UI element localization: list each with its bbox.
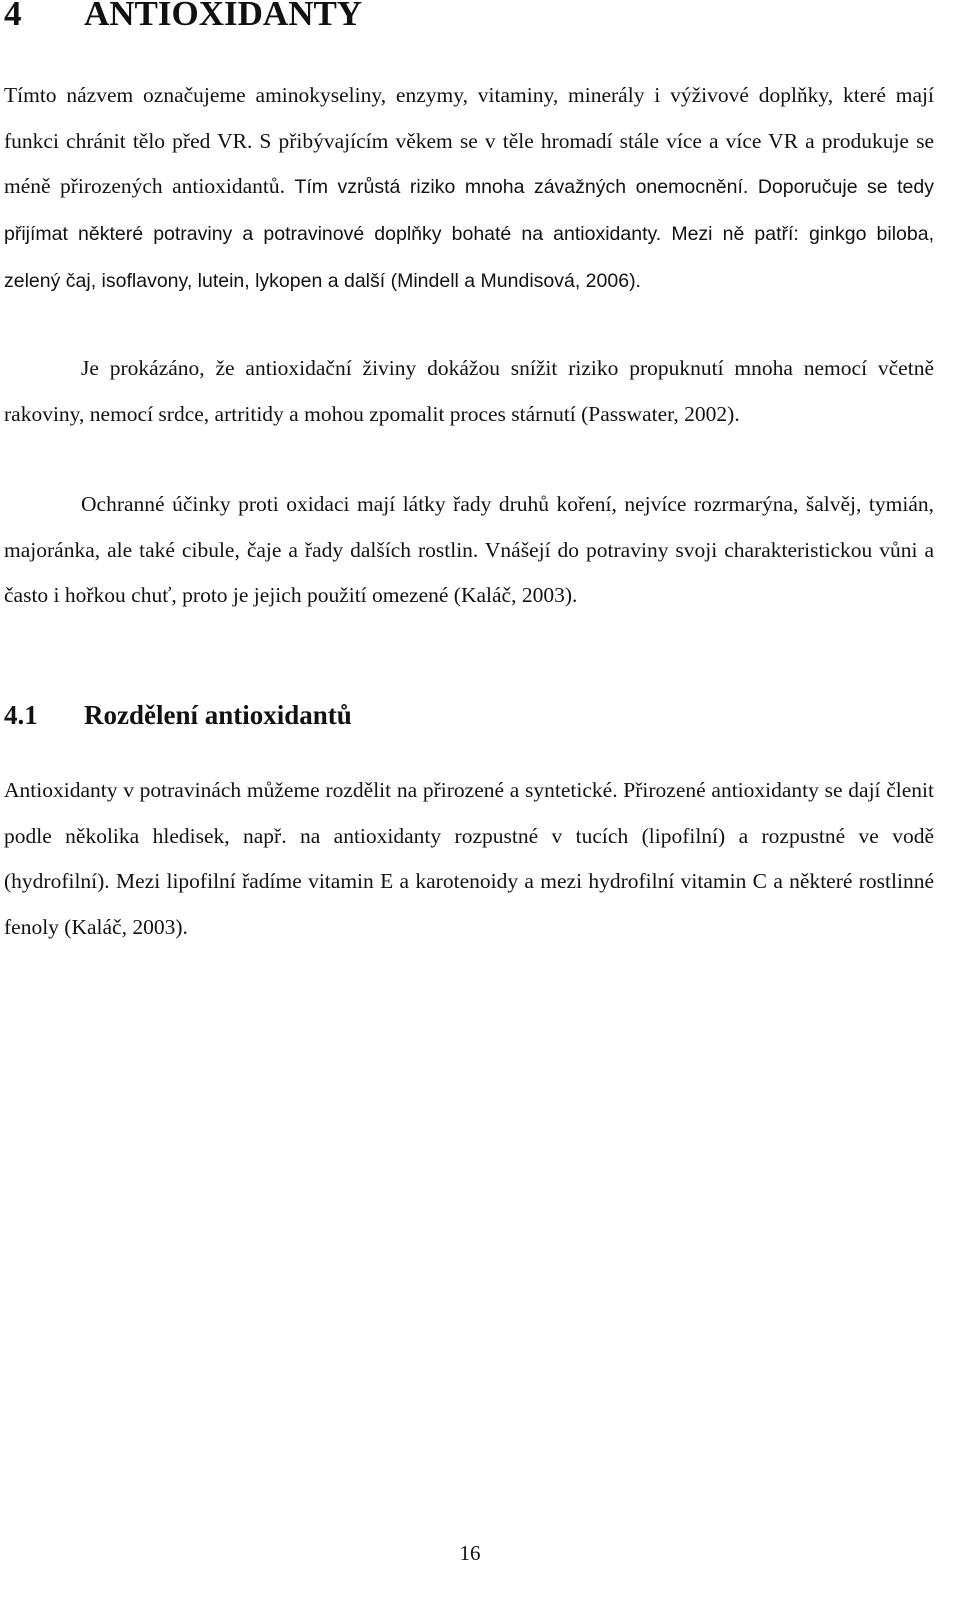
paragraph-evidence: Je prokázáno, že antioxidační živiny dokážou snížit riziko propuknutí mnoha nemocí včetně rakoviny, nemocí srdce, artritidy a mohou zpomalit proces stárnutí (Passwater, 2002). xyxy=(4,356,934,426)
section-heading xyxy=(4,695,352,735)
paragraph-intro-part1: Tímto názvem označujeme aminokyseliny, enzymy, vitaminy, minerály i výživové doplňky, které mají funkci chránit tělo před VR. S přibývajícím věkem se v těle hromadí stále více a více VR a produkuje se méně přirozených antioxidantů. xyxy=(4,83,934,199)
chapter-title: ANTIOXIDANTY xyxy=(84,0,363,33)
paragraph-classification: Antioxidanty v potravinách můžeme rozdělit na přirozené a syntetické. Přirozené antioxidanty se dají členit podle několika hledisek, např. na antioxidanty rozpustné v tucích (lipofilní) a rozpustné ve vodě (hydrofilní). Mezi lipofilní řadíme vitamin E a karotenoidy a mezi hydrofilní vitamin C a některé rostlinné fenoly (Kaláč, 2003). xyxy=(4,778,934,940)
paragraph-spices: Ochranné účinky proti oxidaci mají látky řady druhů koření, nejvíce rozrmarýna, šalvěj, tymián, majoránka, ale také cibule, čaje a řady dalších rostlin. Vnášejí do potraviny svoji charakteristickou vůni a často i hořkou chuť, proto je jejich použití omezené (Kaláč, 2003). xyxy=(4,492,934,608)
section-number: 4.1 xyxy=(4,700,38,730)
section-title: Rozdělení antioxidantů xyxy=(84,700,352,730)
chapter-heading xyxy=(4,0,362,36)
chapter-number: 4 xyxy=(4,0,22,33)
page-number: 16 xyxy=(459,1541,481,1565)
paragraph-intro xyxy=(4,73,934,305)
paragraph-intro-part2: Tím vzrůstá riziko mnoha závažných onemocnění. Doporučuje se tedy přijímat některé potraviny a potravinové doplňky bohaté na antioxidanty. Mezi ně patří: ginkgo biloba, zelený čaj, isoflavony, lutein, lykopen a další (Mindell a Mundisová, 2006). xyxy=(4,176,934,292)
